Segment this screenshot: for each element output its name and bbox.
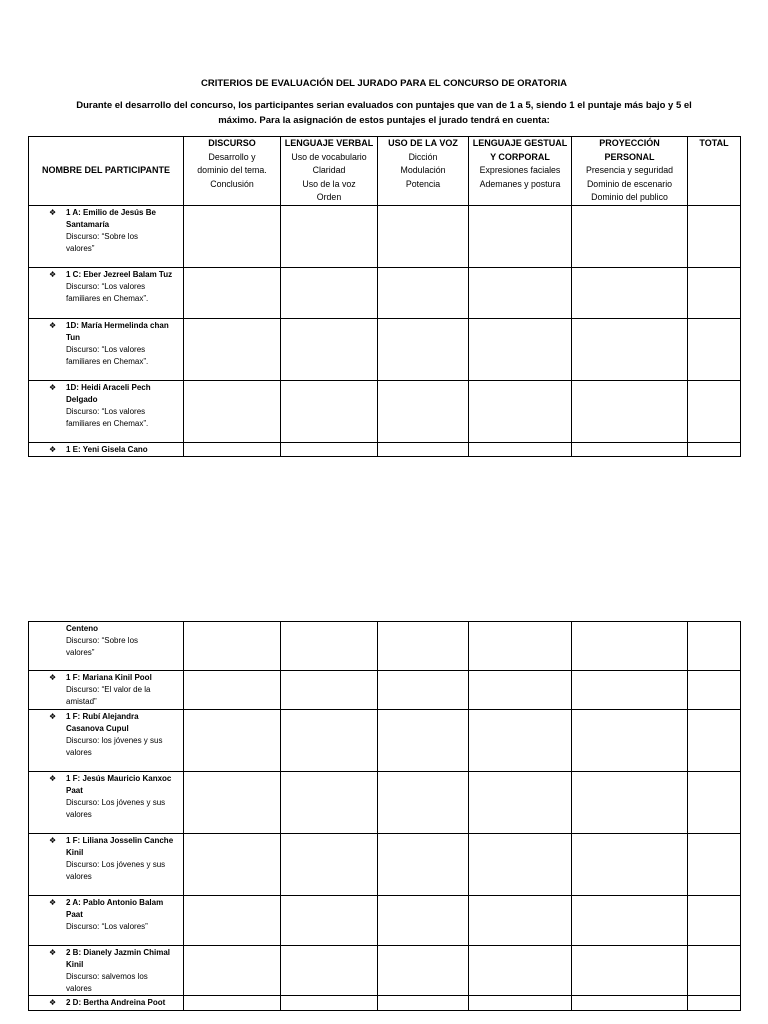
participant-info [29, 672, 181, 709]
header-discurso-item: Conclusión [210, 178, 254, 189]
participant-row [29, 205, 741, 267]
score-cell-proyeccion-personal[interactable] [572, 945, 688, 996]
score-cell-discurso[interactable] [184, 622, 281, 671]
score-cell-lenguaje-gestual[interactable] [469, 205, 572, 267]
header-gestual-item: Expresiones faciales [479, 165, 561, 175]
score-cell-discurso[interactable] [184, 771, 281, 833]
score-cell-lenguaje-verbal[interactable] [281, 267, 378, 318]
score-cell-total[interactable] [688, 996, 741, 1010]
diamond-bullet-icon: ❖ [49, 444, 57, 454]
score-cell-lenguaje-gestual[interactable] [469, 442, 572, 456]
score-cell-discurso[interactable] [184, 945, 281, 996]
score-cell-discurso[interactable] [184, 671, 281, 710]
participant-name: 1 F: Jesús Mauricio Kanxoc [66, 773, 172, 783]
header-uso-de-la-voz [378, 137, 469, 206]
participant-info [29, 320, 181, 369]
score-cell-lenguaje-verbal[interactable] [281, 833, 378, 895]
header-proyeccion-title-1: PROYECCIÓN [599, 138, 660, 148]
header-voz-item: Potencia [405, 178, 441, 189]
participant-row [29, 442, 741, 456]
participant-speech: valores [66, 810, 92, 820]
score-cell-uso-de-la-voz[interactable] [378, 267, 469, 318]
score-cell-proyeccion-personal[interactable] [572, 318, 688, 380]
header-lenguaje-gestual [469, 137, 572, 206]
participant-info [29, 897, 181, 934]
header-discurso [184, 137, 281, 206]
intro-line-2: máximo. Para la asignación de estos puntajes el jurado tendrá en cuenta: [218, 115, 550, 126]
score-cell-discurso[interactable] [184, 267, 281, 318]
score-cell-proyeccion-personal[interactable] [572, 267, 688, 318]
participant-name: 2 B: Dianely Jazmin Chimal [66, 947, 171, 957]
participant-name: Kinil [66, 959, 84, 969]
participant-info [29, 623, 181, 660]
participant-row [29, 895, 741, 945]
participant-name: 1D: María Hermelinda chan [66, 320, 169, 330]
header-proyeccion-item: Dominio del publico [591, 192, 668, 202]
score-cell-lenguaje-gestual[interactable] [469, 833, 572, 895]
header-gestual-title-2: Y CORPORAL [490, 151, 550, 162]
participant-row [29, 622, 741, 671]
header-voz-title: USO DE LA VOZ [388, 138, 458, 148]
participant-row [29, 267, 741, 318]
score-cell-total[interactable] [688, 895, 741, 945]
score-cell-proyeccion-personal[interactable] [572, 380, 688, 442]
diamond-bullet-icon: ❖ [49, 269, 57, 279]
score-cell-discurso[interactable] [184, 709, 281, 771]
header-row [29, 137, 741, 206]
participant-row [29, 771, 741, 833]
score-cell-uso-de-la-voz[interactable] [378, 205, 469, 267]
score-cell-total[interactable] [688, 771, 741, 833]
header-verbal-item: Orden [316, 192, 342, 202]
diamond-bullet-icon: ❖ [49, 207, 57, 217]
score-cell-discurso[interactable] [184, 318, 281, 380]
score-cell-total[interactable] [688, 833, 741, 895]
header-gestual-item: Ademanes y postura [479, 178, 561, 189]
participant-speech: Discurso: “Sobre los [66, 231, 139, 241]
score-cell-lenguaje-gestual[interactable] [469, 671, 572, 710]
header-verbal-item: Claridad [312, 165, 346, 175]
participant-row [29, 318, 741, 380]
score-cell-lenguaje-gestual[interactable] [469, 709, 572, 771]
score-cell-uso-de-la-voz[interactable] [378, 996, 469, 1010]
participant-row [29, 709, 741, 771]
participant-name: 1 F: Liliana Josselin Canche [66, 835, 174, 845]
score-cell-proyeccion-personal[interactable] [572, 442, 688, 456]
participant-speech: familiares en Chemax”. [66, 357, 149, 367]
participant-name: Delgado [66, 394, 98, 404]
header-proyeccion-title-2: PERSONAL [604, 151, 655, 162]
score-cell-total[interactable] [688, 622, 741, 671]
score-cell-uso-de-la-voz[interactable] [378, 380, 469, 442]
score-cell-total[interactable] [688, 205, 741, 267]
header-proyeccion-item: Dominio de escenario [586, 178, 673, 189]
participant-name: Santamaría [66, 219, 110, 229]
participant-speech: Discurso: “El valor de la [66, 685, 151, 695]
score-cell-lenguaje-verbal[interactable] [281, 771, 378, 833]
participant-name: Paat [66, 785, 83, 795]
participant-name: 1 F: Rubí Alejandra [66, 711, 139, 721]
participant-speech: valores [66, 984, 92, 994]
diamond-bullet-icon: ❖ [49, 773, 57, 783]
score-cell-lenguaje-gestual[interactable] [469, 622, 572, 671]
score-cell-proyeccion-personal[interactable] [572, 622, 688, 671]
participant-cell [29, 318, 184, 380]
score-cell-lenguaje-verbal[interactable] [281, 380, 378, 442]
header-gestual-title-1: LENGUAJE GESTUAL [472, 138, 568, 148]
header-proyeccion-personal [572, 137, 688, 206]
score-cell-proyeccion-personal[interactable] [572, 709, 688, 771]
participant-info [29, 835, 181, 884]
participant-speech: valores [66, 748, 92, 758]
score-cell-proyeccion-personal[interactable] [572, 771, 688, 833]
header-total-title: TOTAL [699, 138, 729, 148]
score-cell-total[interactable] [688, 380, 741, 442]
score-cell-total[interactable] [688, 671, 741, 710]
participant-cell [29, 380, 184, 442]
participant-info [29, 711, 181, 760]
diamond-bullet-icon: ❖ [49, 320, 57, 330]
score-cell-discurso[interactable] [184, 895, 281, 945]
participant-speech: familiares en Chemax”. [66, 419, 149, 429]
header-voz-item: Dicción [408, 151, 438, 162]
header-lenguaje-verbal [281, 137, 378, 206]
participant-row [29, 833, 741, 895]
header-verbal-item: Uso de la voz [302, 178, 356, 189]
intro-text [60, 98, 708, 128]
participant-speech: amistad” [66, 697, 97, 707]
score-cell-lenguaje-verbal[interactable] [281, 996, 378, 1010]
score-cell-uso-de-la-voz[interactable] [378, 945, 469, 996]
score-cell-lenguaje-verbal[interactable] [281, 671, 378, 710]
participant-row [29, 671, 741, 710]
header-verbal-item: Uso de vocabulario [291, 151, 367, 162]
evaluation-table-page-2 [28, 621, 741, 1011]
participant-speech: valores [66, 872, 92, 882]
participant-speech: Discurso: “Sobre los [66, 636, 139, 646]
participant-speech: valores” [66, 648, 95, 658]
header-discurso-item: Desarrollo y [208, 151, 256, 162]
participant-name: 1 F: Mariana Kinil Pool [66, 673, 152, 682]
diamond-bullet-icon: ❖ [49, 382, 57, 392]
score-cell-total[interactable] [688, 267, 741, 318]
score-cell-discurso[interactable] [184, 442, 281, 456]
header-discurso-title: DISCURSO [208, 138, 256, 148]
diamond-bullet-icon: ❖ [49, 835, 57, 845]
header-discurso-item: dominio del tema. [197, 165, 267, 175]
score-cell-lenguaje-verbal[interactable] [281, 622, 378, 671]
participant-name: Tun [66, 332, 81, 342]
score-cell-proyeccion-personal[interactable] [572, 895, 688, 945]
score-cell-proyeccion-personal[interactable] [572, 996, 688, 1010]
diamond-bullet-icon: ❖ [49, 998, 57, 1008]
score-cell-lenguaje-verbal[interactable] [281, 442, 378, 456]
header-proyeccion-item: Presencia y seguridad [585, 165, 674, 175]
score-cell-total[interactable] [688, 945, 741, 996]
participant-speech: valores” [66, 244, 95, 254]
participant-name: 1D: Heidi Araceli Pech [66, 382, 151, 392]
participant-speech: Discurso: “Los valores [66, 281, 146, 291]
score-cell-uso-de-la-voz[interactable] [378, 833, 469, 895]
header-voz-item: Modulación [400, 165, 446, 175]
score-cell-lenguaje-gestual[interactable] [469, 267, 572, 318]
participant-speech: Discurso: Los jóvenes y sus [66, 798, 166, 808]
participant-speech: Discurso: salvemos los [66, 972, 148, 982]
participant-cell [29, 771, 184, 833]
score-cell-lenguaje-gestual[interactable] [469, 996, 572, 1010]
score-cell-uso-de-la-voz[interactable] [378, 895, 469, 945]
score-cell-discurso[interactable] [184, 205, 281, 267]
score-cell-lenguaje-gestual[interactable] [469, 771, 572, 833]
participant-name: 1 C: Eber Jezreel Balam Tuz [66, 269, 173, 279]
score-cell-total[interactable] [688, 318, 741, 380]
score-cell-lenguaje-verbal[interactable] [281, 318, 378, 380]
participant-speech: Discurso: “Los valores” [66, 922, 148, 932]
score-cell-lenguaje-gestual[interactable] [469, 945, 572, 996]
diamond-bullet-icon: ❖ [49, 897, 57, 907]
score-cell-lenguaje-gestual[interactable] [469, 318, 572, 380]
score-cell-lenguaje-verbal[interactable] [281, 205, 378, 267]
document-title: CRITERIOS DE EVALUACIÓN DEL JURADO PARA EL CONCURSO DE ORATORIA [201, 78, 567, 89]
participant-info [29, 444, 181, 456]
diamond-bullet-icon: ❖ [49, 947, 57, 957]
participant-speech: Discurso: “Los valores [66, 344, 146, 354]
participant-row [29, 380, 741, 442]
score-cell-discurso[interactable] [184, 833, 281, 895]
participant-speech: Discurso: los jóvenes y sus [66, 736, 163, 746]
score-cell-lenguaje-gestual[interactable] [469, 895, 572, 945]
participant-cell [29, 622, 184, 671]
intro-line-1: Durante el desarrollo del concurso, los participantes serian evaluados con puntajes que van de 1 a 5, siendo 1 el puntaje más bajo y 5 el [76, 100, 692, 111]
score-cell-uso-de-la-voz[interactable] [378, 671, 469, 710]
participant-cell [29, 945, 184, 996]
score-cell-proyeccion-personal[interactable] [572, 833, 688, 895]
score-cell-discurso[interactable] [184, 996, 281, 1010]
participant-info [29, 997, 181, 1009]
participant-name: Kinil [66, 847, 84, 857]
participant-name: Centeno [66, 624, 98, 633]
diamond-bullet-icon: ❖ [49, 711, 57, 721]
participant-name: 1 E: Yeni Gisela Cano [66, 444, 148, 454]
participant-info [29, 773, 181, 822]
participant-cell [29, 205, 184, 267]
participant-name: 2 D: Bertha Andreina Poot [66, 998, 166, 1008]
header-verbal-title: LENGUAJE VERBAL [284, 138, 374, 148]
participant-speech: Discurso: Los jóvenes y sus [66, 860, 166, 870]
score-cell-proyeccion-personal[interactable] [572, 205, 688, 267]
participant-info [29, 269, 181, 306]
participant-info [29, 947, 181, 996]
participant-name: 1 A: Emilio de Jesús Be [66, 207, 156, 217]
participant-cell [29, 709, 184, 771]
score-cell-discurso[interactable] [184, 380, 281, 442]
score-cell-total[interactable] [688, 709, 741, 771]
participant-speech: familiares en Chemax”. [66, 293, 149, 303]
participant-name: Paat [66, 909, 83, 919]
participant-name: Casanova Cupul [66, 723, 129, 733]
header-total [688, 137, 741, 206]
participant-cell [29, 895, 184, 945]
participant-row [29, 945, 741, 996]
participant-cell [29, 442, 184, 456]
participant-cell [29, 833, 184, 895]
participant-speech: Discurso: “Los valores [66, 406, 146, 416]
participant-name: 2 A: Pablo Antonio Balam [66, 897, 164, 907]
score-cell-uso-de-la-voz[interactable] [378, 318, 469, 380]
score-cell-lenguaje-verbal[interactable] [281, 945, 378, 996]
score-cell-uso-de-la-voz[interactable] [378, 442, 469, 456]
score-cell-proyeccion-personal[interactable] [572, 671, 688, 710]
score-cell-uso-de-la-voz[interactable] [378, 771, 469, 833]
participant-cell [29, 996, 184, 1010]
diamond-bullet-icon: ❖ [49, 673, 57, 682]
score-cell-uso-de-la-voz[interactable] [378, 622, 469, 671]
score-cell-uso-de-la-voz[interactable] [378, 709, 469, 771]
score-cell-lenguaje-verbal[interactable] [281, 895, 378, 945]
participant-cell [29, 671, 184, 710]
participant-row [29, 996, 741, 1010]
score-cell-lenguaje-verbal[interactable] [281, 709, 378, 771]
score-cell-total[interactable] [688, 442, 741, 456]
participant-info [29, 382, 181, 431]
participant-info [29, 207, 181, 256]
header-participant-name: NOMBRE DEL PARTICIPANTE [29, 137, 184, 206]
evaluation-table-page-1 [28, 136, 741, 457]
score-cell-lenguaje-gestual[interactable] [469, 380, 572, 442]
participant-cell [29, 267, 184, 318]
